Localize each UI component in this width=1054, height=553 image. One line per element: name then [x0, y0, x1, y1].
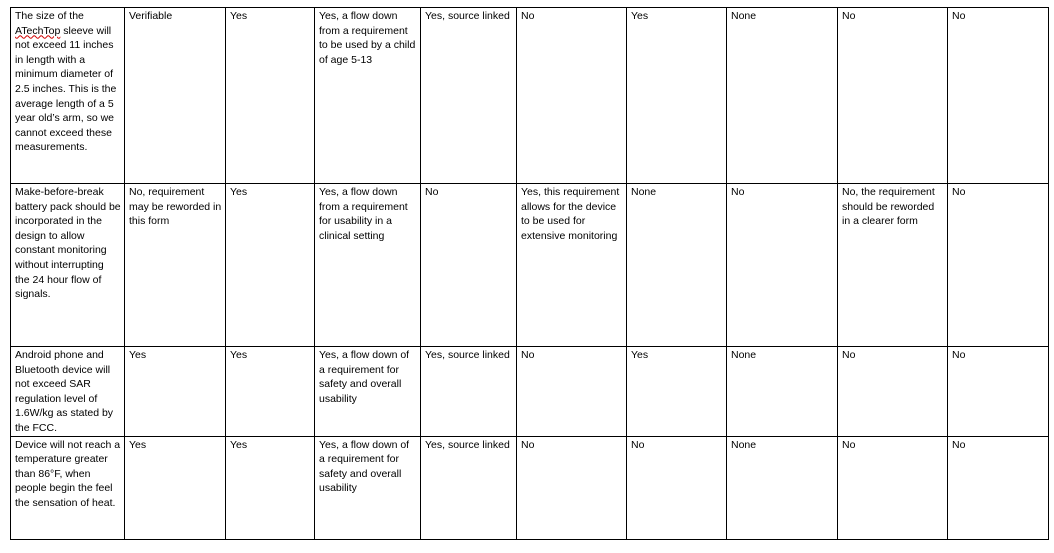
- table-cell: No: [627, 436, 727, 539]
- table-cell: No: [948, 8, 1049, 184]
- table-cell: Yes: [226, 8, 315, 184]
- requirement-cell: The size of the ATechTop sleeve will not exceed 11 inches in length with a minimum diameter of 2.5 inches. This is the average length of a 5 year old’s arm, so we cannot exceed these measurements.: [11, 8, 125, 184]
- requirements-table: [10, 7, 1049, 540]
- table-row: [11, 184, 1049, 347]
- misspelled-word: ATechTop: [15, 24, 61, 37]
- table-cell: No: [517, 436, 627, 539]
- table-cell: Yes, a flow down of a requirement for safety and overall usability: [315, 436, 421, 539]
- table-cell: Yes, source linked: [421, 8, 517, 184]
- table-cell: Yes: [627, 347, 727, 437]
- table-row: [11, 8, 1049, 184]
- table-cell: Yes, a flow down from a requirement for usability in a clinical setting: [315, 184, 421, 347]
- table-cell: None: [727, 436, 838, 539]
- table-cell: No: [948, 184, 1049, 347]
- table-cell: No: [838, 8, 948, 184]
- table-cell: Yes, a flow down from a requirement to be used by a child of age 5-13: [315, 8, 421, 184]
- table-cell: Yes, source linked: [421, 436, 517, 539]
- requirement-cell: Android phone and Bluetooth device will not exceed SAR regulation level of 1.6W/kg as stated by the FCC.: [11, 347, 125, 437]
- table-cell: None: [727, 8, 838, 184]
- table-cell: Yes: [226, 436, 315, 539]
- table-cell: No: [421, 184, 517, 347]
- table-cell: Yes, source linked: [421, 347, 517, 437]
- table-cell: Verifiable: [125, 8, 226, 184]
- table-row: [11, 347, 1049, 437]
- table-cell: None: [627, 184, 727, 347]
- table-cell: No: [838, 436, 948, 539]
- table-cell: Yes: [125, 436, 226, 539]
- table-cell: No: [838, 347, 948, 437]
- table-cell: Yes, a flow down of a requirement for safety and overall usability: [315, 347, 421, 437]
- requirement-cell: Make-before-break battery pack should be incorporated in the design to allow constant monitoring without interrupting the 24 hour flow of signals.: [11, 184, 125, 347]
- table-cell: Yes: [226, 184, 315, 347]
- table-cell: No: [727, 184, 838, 347]
- table-cell: No: [948, 436, 1049, 539]
- table-cell: No: [517, 8, 627, 184]
- table-cell: Yes: [125, 347, 226, 437]
- table-row: [11, 436, 1049, 539]
- table-cell: None: [727, 347, 838, 437]
- table-cell: Yes: [627, 8, 727, 184]
- table-cell: No: [517, 347, 627, 437]
- table-cell: Yes: [226, 347, 315, 437]
- table-cell: No, requirement may be reworded in this form: [125, 184, 226, 347]
- requirement-cell: Device will not reach a temperature greater than 86°F, when people begin the feel the sensation of heat.: [11, 436, 125, 539]
- table-cell: Yes, this requirement allows for the device to be used for extensive monitoring: [517, 184, 627, 347]
- table-cell: No: [948, 347, 1049, 437]
- table-cell: No, the requirement should be reworded in a clearer form: [838, 184, 948, 347]
